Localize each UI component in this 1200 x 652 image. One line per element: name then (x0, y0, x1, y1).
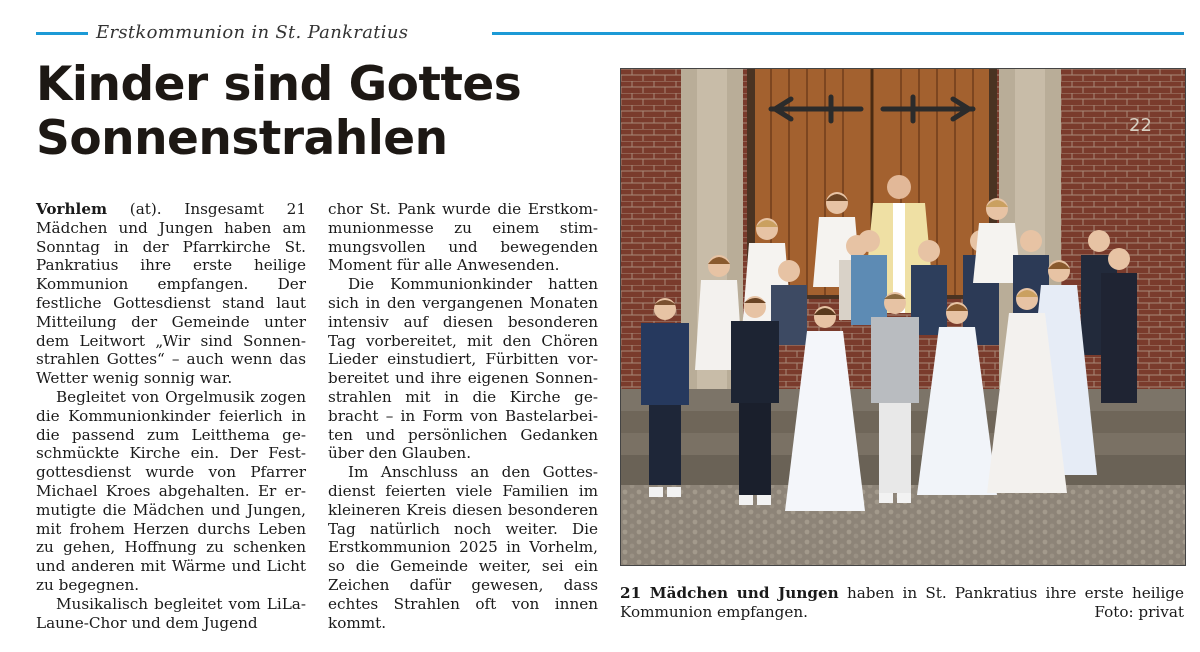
headline-line-2: Sonnenstrahlen (36, 111, 448, 166)
article-column-2 (328, 200, 598, 632)
photo-credit: Foto: privat (1094, 603, 1184, 621)
kicker: Erstkommunion in St. Pankratius (96, 22, 409, 43)
kicker-rule-right (492, 32, 1184, 35)
article-paragraph-2: Begleitet von Orgelmusik zogen die Kommunionkinder feierlich in die passend zum Leitthema geschmückte Kirche ein. Der Festgottesdienst wurde von Pfarrer Michael Kroes abgehalten. Er ermutigte die Mädchen und Jungen, mit frohem Herzen durchs Leben zu gehen, Hoffnung zu schenken und anderen mit Wärme und Licht zu begegnen. (36, 387, 306, 594)
headline-line-1: Kinder sind Gottes (36, 57, 522, 112)
dateline: Vorhlem (36, 200, 108, 218)
byline: (at). (129, 200, 162, 218)
article-column-1 (36, 200, 306, 632)
paragraph-1-text: Insgesamt 21 Mädchen und Jungen haben am Sonntag in der Pfarrkirche St. Pankratius ihre erste heilige Kommunion empfangen. Der festliche Gottesdienst stand laut Mitteilung der Gemeinde unter dem Leitwort „Wir sind Sonnenstrahlen Gottes“ – auch wenn das Wetter wenig sonnig war. (36, 200, 306, 388)
wall-number: 22 (1129, 115, 1152, 136)
group-photo-illustration (621, 69, 1185, 565)
article-paragraph-1 (36, 200, 306, 388)
kicker-rule-left (36, 32, 88, 35)
article-paragraph-3b: chor St. Pank wurde die Erstkommunionmesse zu einem stimmungsvollen und bewegenden Moment für alle Anwesenden. (328, 200, 598, 275)
caption-lead: 21 Mädchen und Jungen (620, 584, 839, 602)
photo-caption (620, 584, 1184, 622)
group-photo (620, 68, 1186, 566)
caption-text: haben in St. Pankratius ihre erste heilige Kommunion empfangen. (620, 584, 1185, 621)
article-paragraph-3a: Musikalisch begleitet vom LiLa-Laune-Chor und dem Jugend (36, 594, 306, 632)
article-paragraph-4: Die Kommunionkinder hatten sich in den vergangenen Monaten intensiv auf diesen besonderen Tag vorbereitet, mit den Chören Lieder einstudiert, Fürbitten vorbereitet und ihre eigenen Sonnenstrahlen mit in die Kirche gebracht – in Form von Bastelarbeiten und persönlichen Gedanken über den Glauben. (328, 275, 598, 463)
article-paragraph-5: Im Anschluss an den Gottesdienst feierten viele Familien im kleineren Kreis diesen besonderen Tag natürlich noch weiter. Die Erstkommunion 2025 in Vorhelm, so die Gemeinde weiter, sei ein Zeichen dafür gewesen, dass echtes Strahlen oft von innen kommt. (328, 463, 598, 632)
kicker-row (36, 22, 1184, 44)
headline (36, 58, 606, 166)
